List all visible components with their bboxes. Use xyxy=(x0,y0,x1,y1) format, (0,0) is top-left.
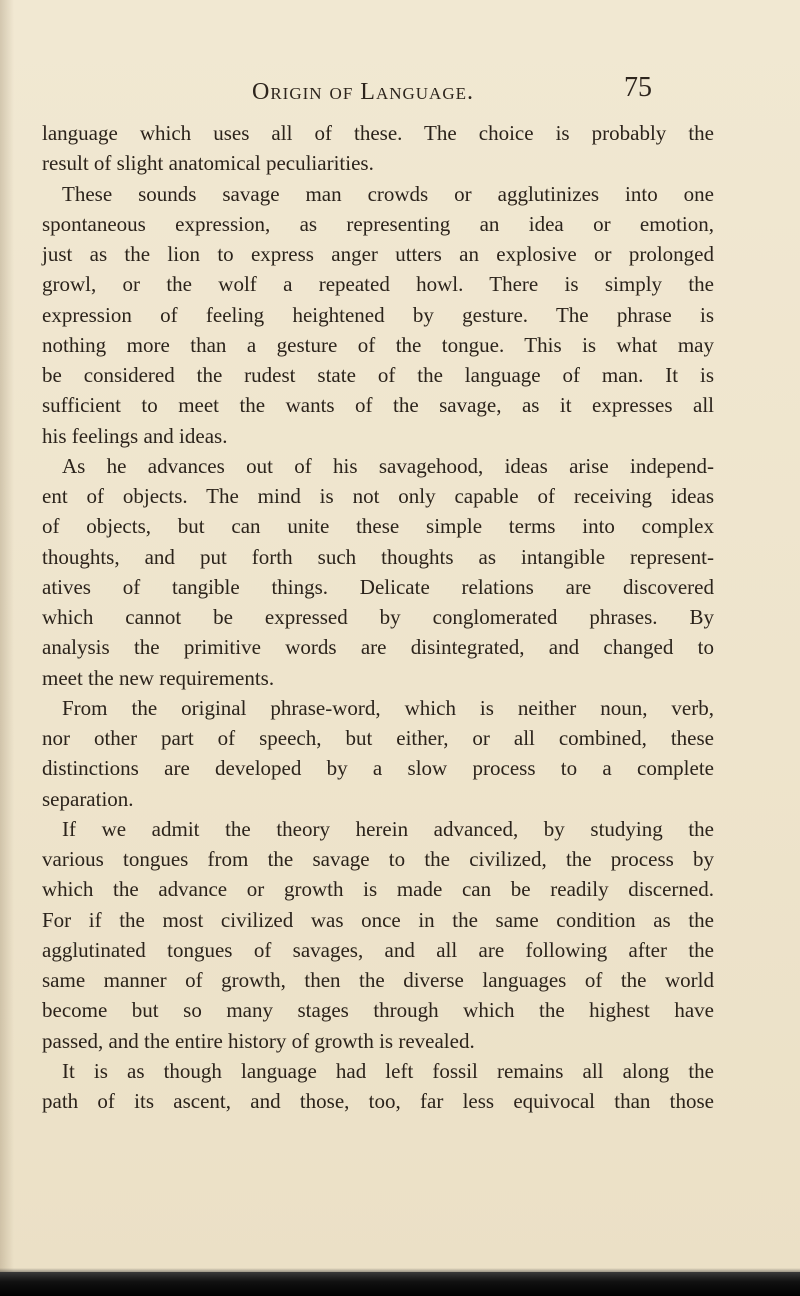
body-text xyxy=(42,118,714,1116)
scan-edge xyxy=(0,1272,800,1296)
text-line: nor other part of speech, but either, or all combined, these xyxy=(42,726,714,750)
text-line: These sounds savage man crowds or agglutinizes into one xyxy=(62,181,714,206)
text-line: various tongues from the savage to the civilized, the process by xyxy=(42,847,714,871)
text-line: atives of tangible things. Delicate relations are discovered xyxy=(42,574,714,599)
text-line: It is as though language had left fossil remains all along the xyxy=(62,1058,714,1083)
text-line: be considered the rudest state of the language of man. It is xyxy=(42,363,714,387)
text-line: result of slight anatomical peculiarities. xyxy=(42,151,374,176)
text-line: For if the most civilized was once in the same condition as the xyxy=(42,907,714,932)
text-line: path of its ascent, and those, too, far less equivocal than those xyxy=(42,1089,714,1113)
text-line: As he advances out of his savagehood, ideas arise independ- xyxy=(62,453,714,478)
text-line: language which uses all of these. The choice is probably the xyxy=(42,121,714,145)
text-line: meet the new requirements. xyxy=(42,665,275,690)
text-line: From the original phrase-word, which is neither noun, verb, xyxy=(62,695,714,720)
text-line: his feelings and ideas. xyxy=(42,423,228,448)
text-line: If we admit the theory herein advanced, by studying the xyxy=(62,816,714,841)
text-line: ent of objects. The mind is not only capable of receiving ideas xyxy=(42,484,714,508)
page-number: 75 xyxy=(624,72,652,103)
text-line: expression of feeling heightened by gesture. The phrase is xyxy=(42,302,714,327)
running-head: Origin of Language. xyxy=(252,79,474,105)
text-line: agglutinated tongues of savages, and all are following after the xyxy=(42,937,714,962)
text-line: which the advance or growth is made can be readily discerned. xyxy=(42,877,714,902)
text-line: thoughts, and put forth such thoughts as intangible represent- xyxy=(42,544,714,569)
text-line: passed, and the entire history of growth is revealed. xyxy=(42,1028,475,1053)
binding-shadow xyxy=(0,0,14,1296)
text-line: sufficient to meet the wants of the savage, as it expresses all xyxy=(42,393,714,418)
text-line: become but so many stages through which the highest have xyxy=(42,998,714,1023)
text-line: spontaneous expression, as representing an idea or emotion, xyxy=(42,211,714,236)
text-line: nothing more than a gesture of the tongue. This is what may xyxy=(42,332,714,357)
text-line: growl, or the wolf a repeated howl. There is simply the xyxy=(42,272,714,297)
text-line: analysis the primitive words are disintegrated, and changed to xyxy=(42,635,714,660)
text-line: separation. xyxy=(42,786,134,811)
text-line: of objects, but can unite these simple terms into complex xyxy=(42,514,714,539)
text-line: just as the lion to express anger utters an explosive or prolonged xyxy=(42,242,714,266)
text-line: which cannot be expressed by conglomerated phrases. By xyxy=(42,605,714,629)
text-line: distinctions are developed by a slow process to a complete xyxy=(42,756,714,781)
text-line: same manner of growth, then the diverse languages of the world xyxy=(42,968,714,992)
